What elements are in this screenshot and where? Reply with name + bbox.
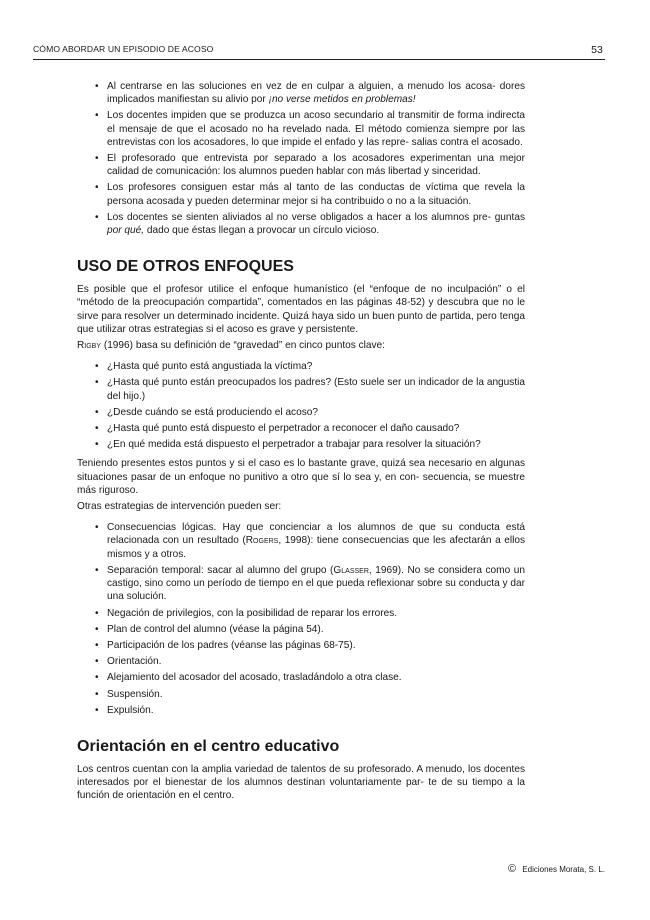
list-item: • Los docentes impiden que se produzca un acoso secundario al transmitir de forma indirecta el mensaje de que el acosado no ha revelado nada. El método comienza siempre por las entrevistas con los acosadores, lo que impide el enfado y las repre- salias contra el acosado. [95, 110, 525, 148]
page-content [77, 80, 525, 803]
list-item: • Orientación. [95, 656, 162, 668]
list-item: • ¿En qué medida está dispuesto el perpetrador a trabajar para resolver la situación? [95, 439, 481, 451]
gravity-questions-list [77, 360, 525, 451]
list-item: • Negación de privilegios, con la posibilidad de reparar los errores. [95, 607, 398, 619]
list-item: • Separación temporal: sacar al alumno del grupo (Glasser, 1969). No se considera como un castigo, sino como un período de tiempo en el que pueda reflexionar sobre su conducta y dar una solución. [95, 564, 525, 603]
list-item: • Los profesores consiguen estar más al tanto de las conductas de víctima que revela la persona acosada y pueden determinar mejor si ha contribuido o no a la situación. [95, 182, 525, 207]
list-item: • Participación de los padres (véanse las páginas 68-75). [95, 639, 356, 651]
list-item: • Suspensión. [95, 688, 163, 700]
paragraph: Teniendo presentes estos puntos y si el caso es lo bastante grave, quizá sea necesario en algunas situaciones pasar de un enfoque no punitivo a otro que sí lo sea y, en con- secuencia, se muestre más riguroso. [77, 458, 525, 496]
author-name: Rigby [77, 340, 102, 352]
list-item: • ¿Hasta qué punto está angustiada la víctima? [95, 361, 313, 373]
paragraph: Rigby (1996) basa su definición de “gravedad” en cinco puntos clave: [77, 340, 385, 352]
list-item: • ¿Hasta qué punto están preocupados los padres? (Esto suele ser un indicador de la angustia del hijo.) [95, 377, 525, 402]
list-item: • ¿Hasta qué punto está dispuesto el perpetrador a reconocer el daño causado? [95, 423, 460, 435]
list-item: • El profesorado que entrevista por separado a los acosadores experimentan una mejor calidad de comunicación: los alumnos pueden hablar con más libertad y sinceridad. [95, 153, 525, 178]
header-rule [33, 59, 605, 60]
publisher-name: Ediciones Morata, S. L. [522, 865, 605, 874]
list-item: • Alejamiento del acosador del acosado, trasladándolo a otra clase. [95, 672, 402, 684]
running-header [33, 44, 603, 54]
advantages-list [77, 80, 525, 237]
list-item: • Al centrarse en las soluciones en vez de en culpar a alguien, a menudo los acosa- dores implicados manifiestan su alivio por ¡no verse metidos en problemas! [95, 81, 525, 106]
header-title: CÓMO ABORDAR UN EPISODIO DE ACOSO [33, 44, 214, 54]
paragraph: Otras estrategias de intervención pueden ser: [77, 501, 282, 513]
list-item: • ¿Desde cuándo se está produciendo el acoso? [95, 406, 318, 418]
list-item: • Plan de control del alumno (véase la página 54). [95, 623, 324, 635]
list-item: • Expulsión. [95, 704, 154, 716]
subsection-heading: Orientación en el centro educativo [77, 737, 340, 755]
strategies-list [77, 521, 525, 717]
paragraph: Los centros cuentan con la amplia variedad de talentos de su profesorado. A menudo, los docentes interesados por el bienestar de los alumnos destinan voluntariamente par- te de su tiempo a la función de orientación en el centro. [77, 763, 525, 802]
list-item: • Los docentes se sienten aliviados al no verse obligados a hacer a los alumnos pre- guntas por qué, dado que éstas llegan a provocar un círculo vicioso. [95, 211, 525, 237]
list-item: • Consecuencias lógicas. Hay que concienciar a los alumnos de que su conducta está relacionada con un resultado (Rogers, 1998): tiene consecuencias que les afectarán a ellos mismos y a otros. [95, 522, 525, 560]
footer [508, 863, 605, 875]
page-number: 53 [591, 44, 603, 56]
copyright-symbol: © [507, 863, 517, 875]
section-heading: USO DE OTROS ENFOQUES [77, 258, 294, 276]
paragraph: Es posible que el profesor utilice el enfoque humanístico (el “enfoque de no inculpación” o el “método de la preocupación compartida”, comentados en las páginas 48-52) y descubra que no le sirve para resolver un determinado incidente. Quizá haya sido un buen punto de partida, pero tenga que utilizar otras estrategias si el acoso es grave y persistente. [77, 284, 525, 335]
